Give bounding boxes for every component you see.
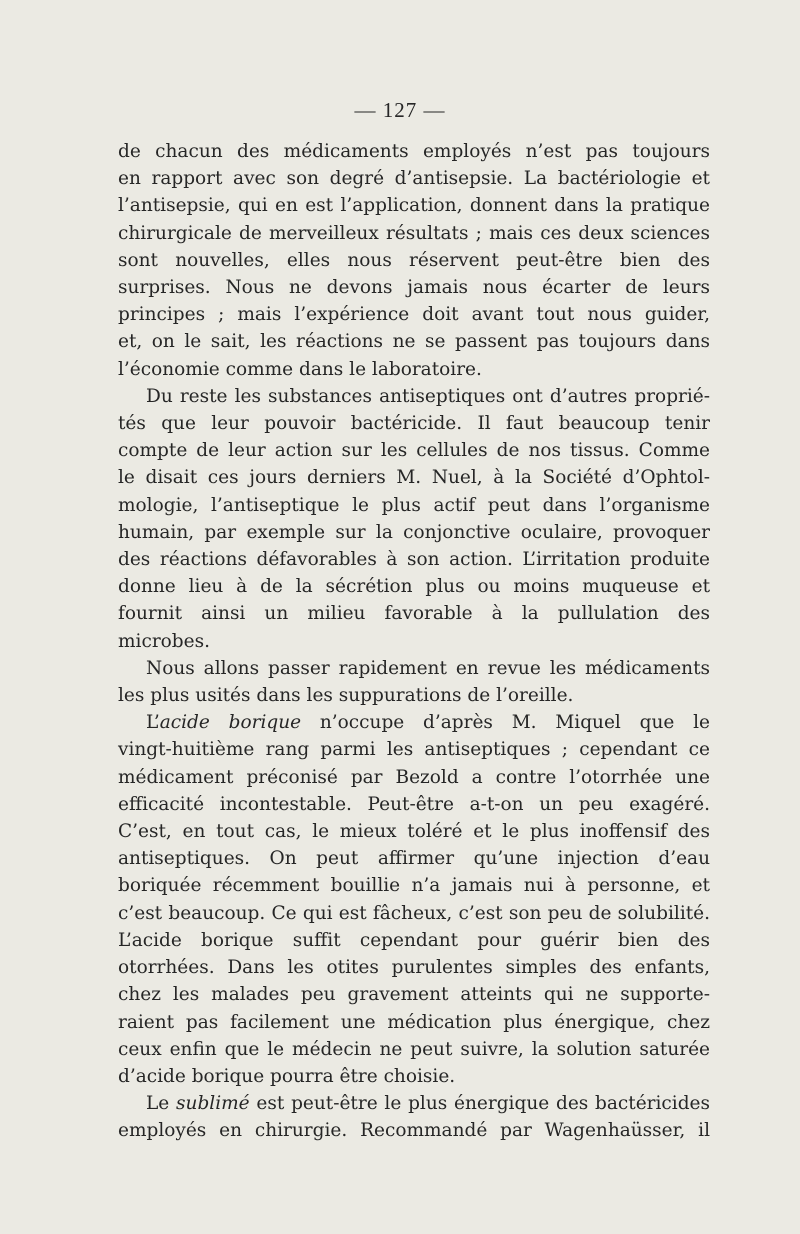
text-line: compte de leur action sur les cellules de nos tissus. Comme	[118, 440, 710, 462]
text-line: c’est beaucoup. Ce qui est fâcheux, c’est son peu de solubilité.	[118, 902, 710, 924]
text-run: Le	[146, 1093, 177, 1115]
text-line: Du reste les substances antiseptiques ont d’autres proprié-	[146, 385, 710, 407]
text-line: l’antisepsie, qui en est l’application, donnent dans la pratique	[118, 195, 710, 217]
text-line: des réactions défavorables à son action. L’irritation produite	[118, 549, 710, 571]
text-line: antiseptiques. On peut affirmer qu’une injection d’eau	[118, 848, 710, 870]
text-line: chirurgicale de merveilleux résultats ; mais ces deux sciences	[118, 222, 710, 244]
page-number: — 127 —	[354, 98, 446, 122]
text-run: L’	[146, 712, 160, 734]
text-line: de chacun des médicaments employés n’est pas toujours	[118, 141, 710, 162]
text-run: est peut-être le plus énergique des bactéricides	[249, 1093, 710, 1115]
text-line: et, on le sait, les réactions ne se passent pas toujours dans	[118, 331, 710, 353]
text-line: d’acide borique pourra être choisie.	[118, 1065, 456, 1087]
text-line: chez les malades peu gravement atteints qui ne supporte-	[118, 984, 710, 1006]
text-line: le disait ces jours derniers M. Nuel, à la Société d’Ophtol-	[118, 467, 710, 489]
italic-term: acide borique	[159, 712, 302, 734]
text-line: en rapport avec son degré d’antisepsie. La bactériologie et	[118, 168, 710, 190]
text-line: raient pas facilement une médication plus énergique, chez	[118, 1011, 710, 1033]
text-line: microbes.	[118, 630, 210, 652]
text-line: otorrhées. Dans les otites purulentes simples des enfants,	[118, 957, 710, 979]
text-line: surprises. Nous ne devons jamais nous écarter de leurs	[118, 277, 710, 299]
text-line: vingt-huitième rang parmi les antiseptiques ; cependant ce	[118, 739, 710, 761]
text-line: tés que leur pouvoir bactéricide. Il faut beaucoup tenir	[118, 413, 710, 435]
body-text	[118, 138, 710, 1145]
text-line: C’est, en tout cas, le mieux toléré et le plus inoffensif des	[118, 821, 710, 843]
italic-term: sublimé	[176, 1093, 250, 1115]
text-line: mologie, l’antiseptique le plus actif peut dans l’organisme	[118, 494, 710, 516]
text-line: médicament préconisé par Bezold a contre l’otorrhée une	[118, 766, 710, 788]
text-line	[118, 1090, 710, 1117]
text-line: fournit ainsi un milieu favorable à la pullulation des	[118, 603, 710, 625]
text-line: Nous allons passer rapidement en revue les médicaments	[146, 657, 710, 679]
text-line: les plus usités dans les suppurations de l’oreille.	[118, 685, 574, 707]
text-line: efficacité incontestable. Peut-être a-t-on un peu exagéré.	[118, 793, 710, 815]
text-line: donne lieu à de la sécrétion plus ou moins muqueuse et	[118, 576, 710, 598]
text-line: L’acide borique suffit cependant pour guérir bien des	[118, 929, 710, 951]
text-line: sont nouvelles, elles nous réservent peut-être bien des	[118, 249, 710, 271]
text-line: ceux enfin que le médecin ne peut suivre, la solution saturée	[118, 1038, 710, 1060]
text-line: principes ; mais l’expérience doit avant tout nous guider,	[118, 304, 710, 326]
text-line: employés en chirurgie. Recommandé par Wagenhaüsser, il	[118, 1120, 710, 1142]
text-line	[118, 709, 710, 736]
text-line: boriquée récemment bouillie n’a jamais nui à personne, et	[118, 875, 710, 897]
text-line: l’économie comme dans le laboratoire.	[118, 358, 482, 380]
text-line: humain, par exemple sur la conjonctive oculaire, provoquer	[118, 521, 710, 543]
text-run: n’occupe d’après M. Miquel que le	[301, 712, 710, 734]
